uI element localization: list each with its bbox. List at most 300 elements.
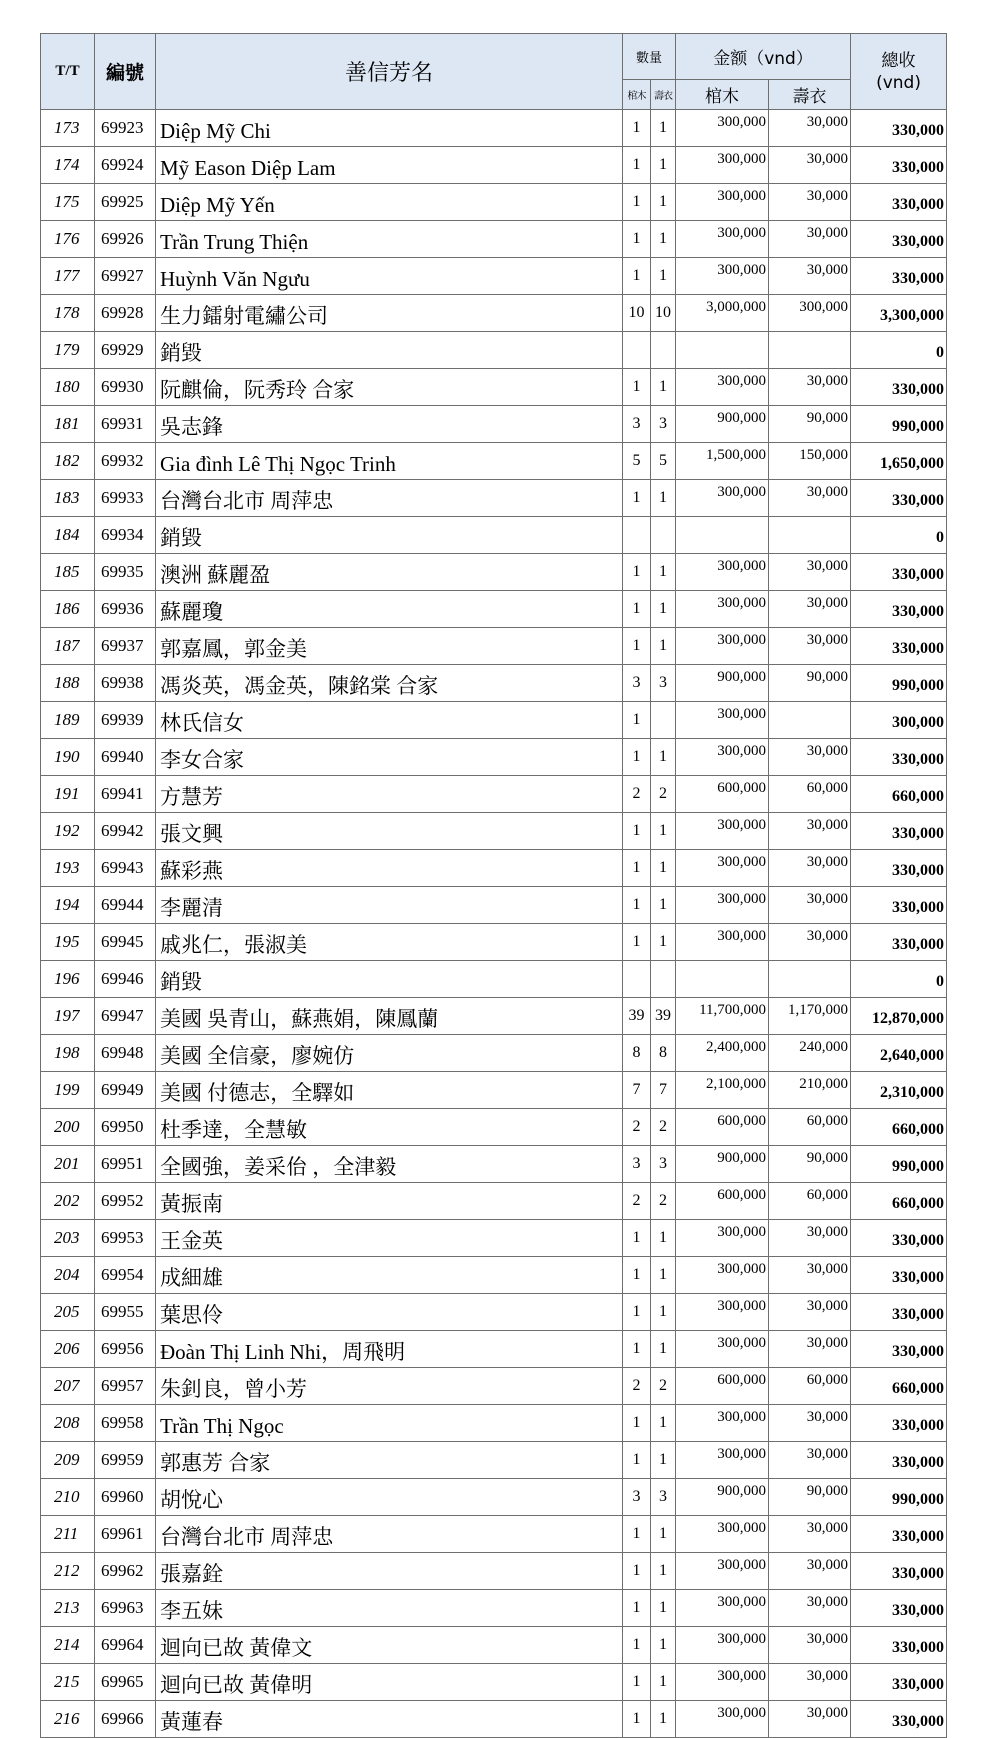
qty-coffin: 1 (623, 258, 651, 295)
amount-shroud: 30,000 (769, 147, 851, 184)
table-row (41, 1183, 947, 1220)
row-code: 69960 (95, 1479, 156, 1516)
row-code: 69953 (95, 1220, 156, 1257)
qty-shroud: 5 (651, 443, 676, 480)
row-total: 330,000 (851, 1257, 947, 1294)
header-total-label: 總收 (881, 50, 916, 71)
amount-shroud: 1,170,000 (769, 998, 851, 1035)
amount-coffin: 300,000 (676, 147, 769, 184)
row-code: 69949 (95, 1072, 156, 1109)
table-row (41, 147, 947, 184)
qty-shroud: 1 (651, 1553, 676, 1590)
table-row (41, 184, 947, 221)
row-number: 199 (41, 1072, 95, 1109)
amount-coffin: 300,000 (676, 702, 769, 739)
amount-shroud: 30,000 (769, 850, 851, 887)
qty-shroud: 1 (651, 369, 676, 406)
amount-shroud: 30,000 (769, 1701, 851, 1738)
row-total: 330,000 (851, 1442, 947, 1479)
amount-coffin: 300,000 (676, 1331, 769, 1368)
qty-shroud: 2 (651, 1109, 676, 1146)
donor-name: 張嘉銓 (156, 1553, 623, 1590)
row-code: 69936 (95, 591, 156, 628)
amount-coffin: 300,000 (676, 1553, 769, 1590)
row-code: 69927 (95, 258, 156, 295)
row-code: 69959 (95, 1442, 156, 1479)
table-row (41, 554, 947, 591)
row-total: 330,000 (851, 147, 947, 184)
row-total: 2,310,000 (851, 1072, 947, 1109)
qty-coffin: 1 (623, 369, 651, 406)
header-name: 善信芳名 (156, 34, 623, 110)
amount-coffin: 600,000 (676, 1368, 769, 1405)
row-total: 330,000 (851, 258, 947, 295)
row-number: 216 (41, 1701, 95, 1738)
qty-coffin: 1 (623, 887, 651, 924)
qty-shroud: 1 (651, 1220, 676, 1257)
row-number: 195 (41, 924, 95, 961)
donor-name: 黃蓮春 (156, 1701, 623, 1738)
row-number: 179 (41, 332, 95, 369)
donor-name: 朱釗良，曾小芳 (156, 1368, 623, 1405)
qty-coffin: 2 (623, 1109, 651, 1146)
donor-name: 林氏信女 (156, 702, 623, 739)
amount-coffin: 2,100,000 (676, 1072, 769, 1109)
qty-shroud (651, 702, 676, 739)
header-amount: 金额（vnd） (676, 34, 851, 80)
table-row (41, 850, 947, 887)
qty-coffin: 1 (623, 1220, 651, 1257)
row-number: 189 (41, 702, 95, 739)
row-total: 330,000 (851, 369, 947, 406)
row-code: 69941 (95, 776, 156, 813)
row-number: 187 (41, 628, 95, 665)
row-total: 330,000 (851, 1331, 947, 1368)
qty-coffin: 2 (623, 1368, 651, 1405)
row-number: 215 (41, 1664, 95, 1701)
donor-name: 蘇彩燕 (156, 850, 623, 887)
table-row (41, 1035, 947, 1072)
table-row (41, 110, 947, 147)
qty-coffin: 3 (623, 1146, 651, 1183)
qty-shroud: 1 (651, 184, 676, 221)
header-amt-shroud: 壽衣 (769, 80, 851, 110)
row-code: 69943 (95, 850, 156, 887)
donor-name: 胡悅心 (156, 1479, 623, 1516)
amount-shroud: 30,000 (769, 221, 851, 258)
amount-coffin: 300,000 (676, 1664, 769, 1701)
row-number: 207 (41, 1368, 95, 1405)
row-number: 174 (41, 147, 95, 184)
table-row (41, 776, 947, 813)
donor-name: Trần Trung Thiện (156, 221, 623, 258)
row-number: 194 (41, 887, 95, 924)
row-code: 69962 (95, 1553, 156, 1590)
row-number: 178 (41, 295, 95, 332)
qty-coffin: 1 (623, 850, 651, 887)
amount-coffin: 900,000 (676, 1479, 769, 1516)
table-row (41, 961, 947, 998)
row-code: 69923 (95, 110, 156, 147)
amount-coffin: 300,000 (676, 369, 769, 406)
row-code: 69930 (95, 369, 156, 406)
qty-shroud: 2 (651, 1368, 676, 1405)
row-total: 330,000 (851, 110, 947, 147)
qty-shroud: 1 (651, 258, 676, 295)
row-number: 186 (41, 591, 95, 628)
row-number: 214 (41, 1627, 95, 1664)
row-total: 330,000 (851, 924, 947, 961)
donor-name: 銷毀 (156, 332, 623, 369)
amount-shroud: 60,000 (769, 1109, 851, 1146)
amount-shroud: 30,000 (769, 1405, 851, 1442)
donor-name: Đoàn Thị Linh Nhi，周飛明 (156, 1331, 623, 1368)
amount-coffin: 1,500,000 (676, 443, 769, 480)
table-row (41, 1442, 947, 1479)
row-code: 69928 (95, 295, 156, 332)
table-row (41, 1294, 947, 1331)
amount-coffin: 300,000 (676, 1701, 769, 1738)
row-total: 990,000 (851, 665, 947, 702)
row-number: 181 (41, 406, 95, 443)
table-row (41, 998, 947, 1035)
amount-shroud: 90,000 (769, 406, 851, 443)
row-total: 330,000 (851, 1664, 947, 1701)
qty-shroud: 1 (651, 1405, 676, 1442)
qty-coffin: 1 (623, 1627, 651, 1664)
row-number: 210 (41, 1479, 95, 1516)
row-code: 69965 (95, 1664, 156, 1701)
donor-name: Trần Thị Ngọc (156, 1405, 623, 1442)
row-total: 660,000 (851, 776, 947, 813)
table-row (41, 665, 947, 702)
qty-shroud: 1 (651, 1590, 676, 1627)
qty-coffin: 1 (623, 221, 651, 258)
qty-shroud: 7 (651, 1072, 676, 1109)
row-total: 0 (851, 961, 947, 998)
row-total: 990,000 (851, 406, 947, 443)
row-total: 330,000 (851, 1627, 947, 1664)
amount-coffin: 300,000 (676, 924, 769, 961)
qty-coffin: 1 (623, 1331, 651, 1368)
row-code: 69952 (95, 1183, 156, 1220)
amount-coffin: 300,000 (676, 850, 769, 887)
qty-shroud: 1 (651, 480, 676, 517)
row-number: 212 (41, 1553, 95, 1590)
row-number: 193 (41, 850, 95, 887)
amount-shroud: 30,000 (769, 554, 851, 591)
table-row (41, 1146, 947, 1183)
qty-shroud: 10 (651, 295, 676, 332)
donor-name: 阮麒倫，阮秀玲 合家 (156, 369, 623, 406)
table-row (41, 1109, 947, 1146)
amount-coffin: 300,000 (676, 887, 769, 924)
qty-shroud: 1 (651, 850, 676, 887)
donor-name: 澳洲 蘇麗盈 (156, 554, 623, 591)
row-total: 330,000 (851, 1516, 947, 1553)
qty-coffin: 1 (623, 1405, 651, 1442)
table-row (41, 1405, 947, 1442)
donor-name: Huỳnh Văn Ngưu (156, 258, 623, 295)
qty-shroud: 1 (651, 554, 676, 591)
row-code: 69926 (95, 221, 156, 258)
row-code: 69934 (95, 517, 156, 554)
row-code: 69938 (95, 665, 156, 702)
donor-name: 郭嘉鳳，郭金美 (156, 628, 623, 665)
qty-shroud: 2 (651, 776, 676, 813)
amount-coffin (676, 961, 769, 998)
qty-coffin: 1 (623, 739, 651, 776)
qty-shroud: 1 (651, 221, 676, 258)
row-code: 69948 (95, 1035, 156, 1072)
amount-coffin: 300,000 (676, 1405, 769, 1442)
amount-shroud: 30,000 (769, 1516, 851, 1553)
header-total (851, 34, 947, 110)
row-total: 330,000 (851, 184, 947, 221)
qty-coffin: 1 (623, 1590, 651, 1627)
amount-coffin: 11,700,000 (676, 998, 769, 1035)
table-row (41, 295, 947, 332)
amount-coffin: 300,000 (676, 1257, 769, 1294)
amount-shroud: 210,000 (769, 1072, 851, 1109)
qty-coffin: 1 (623, 1516, 651, 1553)
row-number: 213 (41, 1590, 95, 1627)
table-row (41, 924, 947, 961)
qty-shroud: 1 (651, 1331, 676, 1368)
amount-coffin: 300,000 (676, 628, 769, 665)
amount-shroud: 30,000 (769, 1220, 851, 1257)
row-number: 204 (41, 1257, 95, 1294)
amount-coffin: 300,000 (676, 258, 769, 295)
qty-coffin: 1 (623, 147, 651, 184)
amount-coffin: 300,000 (676, 1516, 769, 1553)
row-total: 330,000 (851, 1220, 947, 1257)
table-row (41, 517, 947, 554)
qty-coffin: 3 (623, 1479, 651, 1516)
header-amt-coffin: 棺木 (676, 80, 769, 110)
row-number: 182 (41, 443, 95, 480)
row-code: 69929 (95, 332, 156, 369)
amount-shroud: 30,000 (769, 1442, 851, 1479)
header-qty-coffin: 棺木 (623, 80, 651, 110)
row-code: 69944 (95, 887, 156, 924)
qty-coffin: 1 (623, 480, 651, 517)
amount-shroud: 30,000 (769, 110, 851, 147)
amount-coffin: 600,000 (676, 776, 769, 813)
amount-shroud: 30,000 (769, 1553, 851, 1590)
row-code: 69946 (95, 961, 156, 998)
row-total: 990,000 (851, 1479, 947, 1516)
amount-coffin: 300,000 (676, 591, 769, 628)
amount-shroud: 30,000 (769, 1627, 851, 1664)
row-total: 330,000 (851, 1553, 947, 1590)
donor-name: 美國 全信豪，廖婉仿 (156, 1035, 623, 1072)
qty-shroud: 3 (651, 406, 676, 443)
row-number: 192 (41, 813, 95, 850)
row-total: 330,000 (851, 850, 947, 887)
row-total: 330,000 (851, 1294, 947, 1331)
table-row (41, 1220, 947, 1257)
amount-shroud (769, 517, 851, 554)
row-total: 660,000 (851, 1368, 947, 1405)
table-row (41, 1331, 947, 1368)
row-code: 69931 (95, 406, 156, 443)
donor-name: 李五妹 (156, 1590, 623, 1627)
qty-coffin: 1 (623, 591, 651, 628)
amount-shroud (769, 702, 851, 739)
amount-shroud: 30,000 (769, 813, 851, 850)
qty-coffin: 1 (623, 702, 651, 739)
amount-shroud: 60,000 (769, 776, 851, 813)
qty-shroud (651, 517, 676, 554)
amount-coffin: 300,000 (676, 221, 769, 258)
row-total: 330,000 (851, 628, 947, 665)
amount-coffin: 300,000 (676, 1590, 769, 1627)
qty-coffin: 1 (623, 1664, 651, 1701)
header-code: 編號 (95, 34, 156, 110)
table-row (41, 739, 947, 776)
table-row (41, 1516, 947, 1553)
qty-coffin: 8 (623, 1035, 651, 1072)
amount-shroud: 30,000 (769, 258, 851, 295)
row-number: 185 (41, 554, 95, 591)
qty-coffin: 5 (623, 443, 651, 480)
row-total: 300,000 (851, 702, 947, 739)
donor-name: 吳志鋒 (156, 406, 623, 443)
row-number: 180 (41, 369, 95, 406)
amount-coffin: 300,000 (676, 184, 769, 221)
table-row (41, 1553, 947, 1590)
row-total: 12,870,000 (851, 998, 947, 1035)
qty-shroud: 1 (651, 591, 676, 628)
qty-shroud: 1 (651, 628, 676, 665)
table-row (41, 332, 947, 369)
amount-coffin: 900,000 (676, 665, 769, 702)
amount-shroud: 60,000 (769, 1183, 851, 1220)
row-number: 190 (41, 739, 95, 776)
donor-name: Diệp Mỹ Chi (156, 110, 623, 147)
row-total: 330,000 (851, 1590, 947, 1627)
row-code: 69935 (95, 554, 156, 591)
row-number: 173 (41, 110, 95, 147)
row-number: 191 (41, 776, 95, 813)
table-row (41, 406, 947, 443)
table-row (41, 1590, 947, 1627)
row-code: 69933 (95, 480, 156, 517)
row-code: 69966 (95, 1701, 156, 1738)
qty-coffin (623, 961, 651, 998)
row-code: 69942 (95, 813, 156, 850)
qty-shroud: 1 (651, 1257, 676, 1294)
qty-coffin: 1 (623, 1257, 651, 1294)
row-total: 330,000 (851, 1701, 947, 1738)
qty-shroud: 1 (651, 1627, 676, 1664)
qty-shroud: 1 (651, 110, 676, 147)
row-code: 69932 (95, 443, 156, 480)
qty-shroud (651, 332, 676, 369)
qty-shroud: 3 (651, 1146, 676, 1183)
amount-shroud: 30,000 (769, 1257, 851, 1294)
row-total: 1,650,000 (851, 443, 947, 480)
amount-shroud: 30,000 (769, 1590, 851, 1627)
qty-coffin: 1 (623, 1294, 651, 1331)
amount-coffin: 300,000 (676, 1294, 769, 1331)
row-number: 206 (41, 1331, 95, 1368)
row-code: 69954 (95, 1257, 156, 1294)
table-row (41, 813, 947, 850)
table-row (41, 1479, 947, 1516)
table-header (41, 34, 947, 110)
qty-coffin: 2 (623, 776, 651, 813)
amount-coffin: 3,000,000 (676, 295, 769, 332)
amount-coffin: 300,000 (676, 1442, 769, 1479)
qty-shroud: 1 (651, 1516, 676, 1553)
row-number: 188 (41, 665, 95, 702)
donor-name: 迴向已故 黃偉文 (156, 1627, 623, 1664)
qty-shroud: 1 (651, 1664, 676, 1701)
row-code: 69961 (95, 1516, 156, 1553)
table-row (41, 628, 947, 665)
table-row (41, 443, 947, 480)
table-row (41, 702, 947, 739)
qty-coffin: 1 (623, 813, 651, 850)
qty-coffin: 3 (623, 665, 651, 702)
amount-coffin: 900,000 (676, 1146, 769, 1183)
row-number: 202 (41, 1183, 95, 1220)
amount-shroud: 90,000 (769, 1146, 851, 1183)
qty-shroud: 1 (651, 1442, 676, 1479)
table-row (41, 369, 947, 406)
row-total: 0 (851, 517, 947, 554)
table-row (41, 1368, 947, 1405)
row-total: 2,640,000 (851, 1035, 947, 1072)
header-total-unit: (vnd) (876, 72, 921, 93)
donor-name: 杜季達，全慧敏 (156, 1109, 623, 1146)
row-total: 330,000 (851, 887, 947, 924)
donor-name: 成細雄 (156, 1257, 623, 1294)
amount-coffin (676, 517, 769, 554)
donor-name: 銷毀 (156, 961, 623, 998)
qty-coffin: 1 (623, 184, 651, 221)
donor-name: 生力鐳射電繡公司 (156, 295, 623, 332)
amount-shroud: 90,000 (769, 665, 851, 702)
row-code: 69958 (95, 1405, 156, 1442)
donor-name: 方慧芳 (156, 776, 623, 813)
qty-coffin: 7 (623, 1072, 651, 1109)
row-total: 330,000 (851, 813, 947, 850)
amount-shroud: 300,000 (769, 295, 851, 332)
amount-coffin: 300,000 (676, 554, 769, 591)
amount-shroud: 30,000 (769, 628, 851, 665)
donor-name: 張文興 (156, 813, 623, 850)
donor-name: 蘇麗瓊 (156, 591, 623, 628)
row-code: 69964 (95, 1627, 156, 1664)
donor-name: 戚兆仁，張淑美 (156, 924, 623, 961)
header-tt: T/T (41, 34, 95, 110)
donor-name: 李麗清 (156, 887, 623, 924)
amount-shroud: 30,000 (769, 1294, 851, 1331)
qty-coffin: 1 (623, 1442, 651, 1479)
qty-shroud: 1 (651, 887, 676, 924)
table-row (41, 1072, 947, 1109)
table-row (41, 887, 947, 924)
qty-shroud: 1 (651, 1294, 676, 1331)
qty-shroud: 1 (651, 813, 676, 850)
donor-name: 全國強，姜采佁 ，全津毅 (156, 1146, 623, 1183)
amount-coffin: 2,400,000 (676, 1035, 769, 1072)
row-number: 197 (41, 998, 95, 1035)
table-row (41, 591, 947, 628)
